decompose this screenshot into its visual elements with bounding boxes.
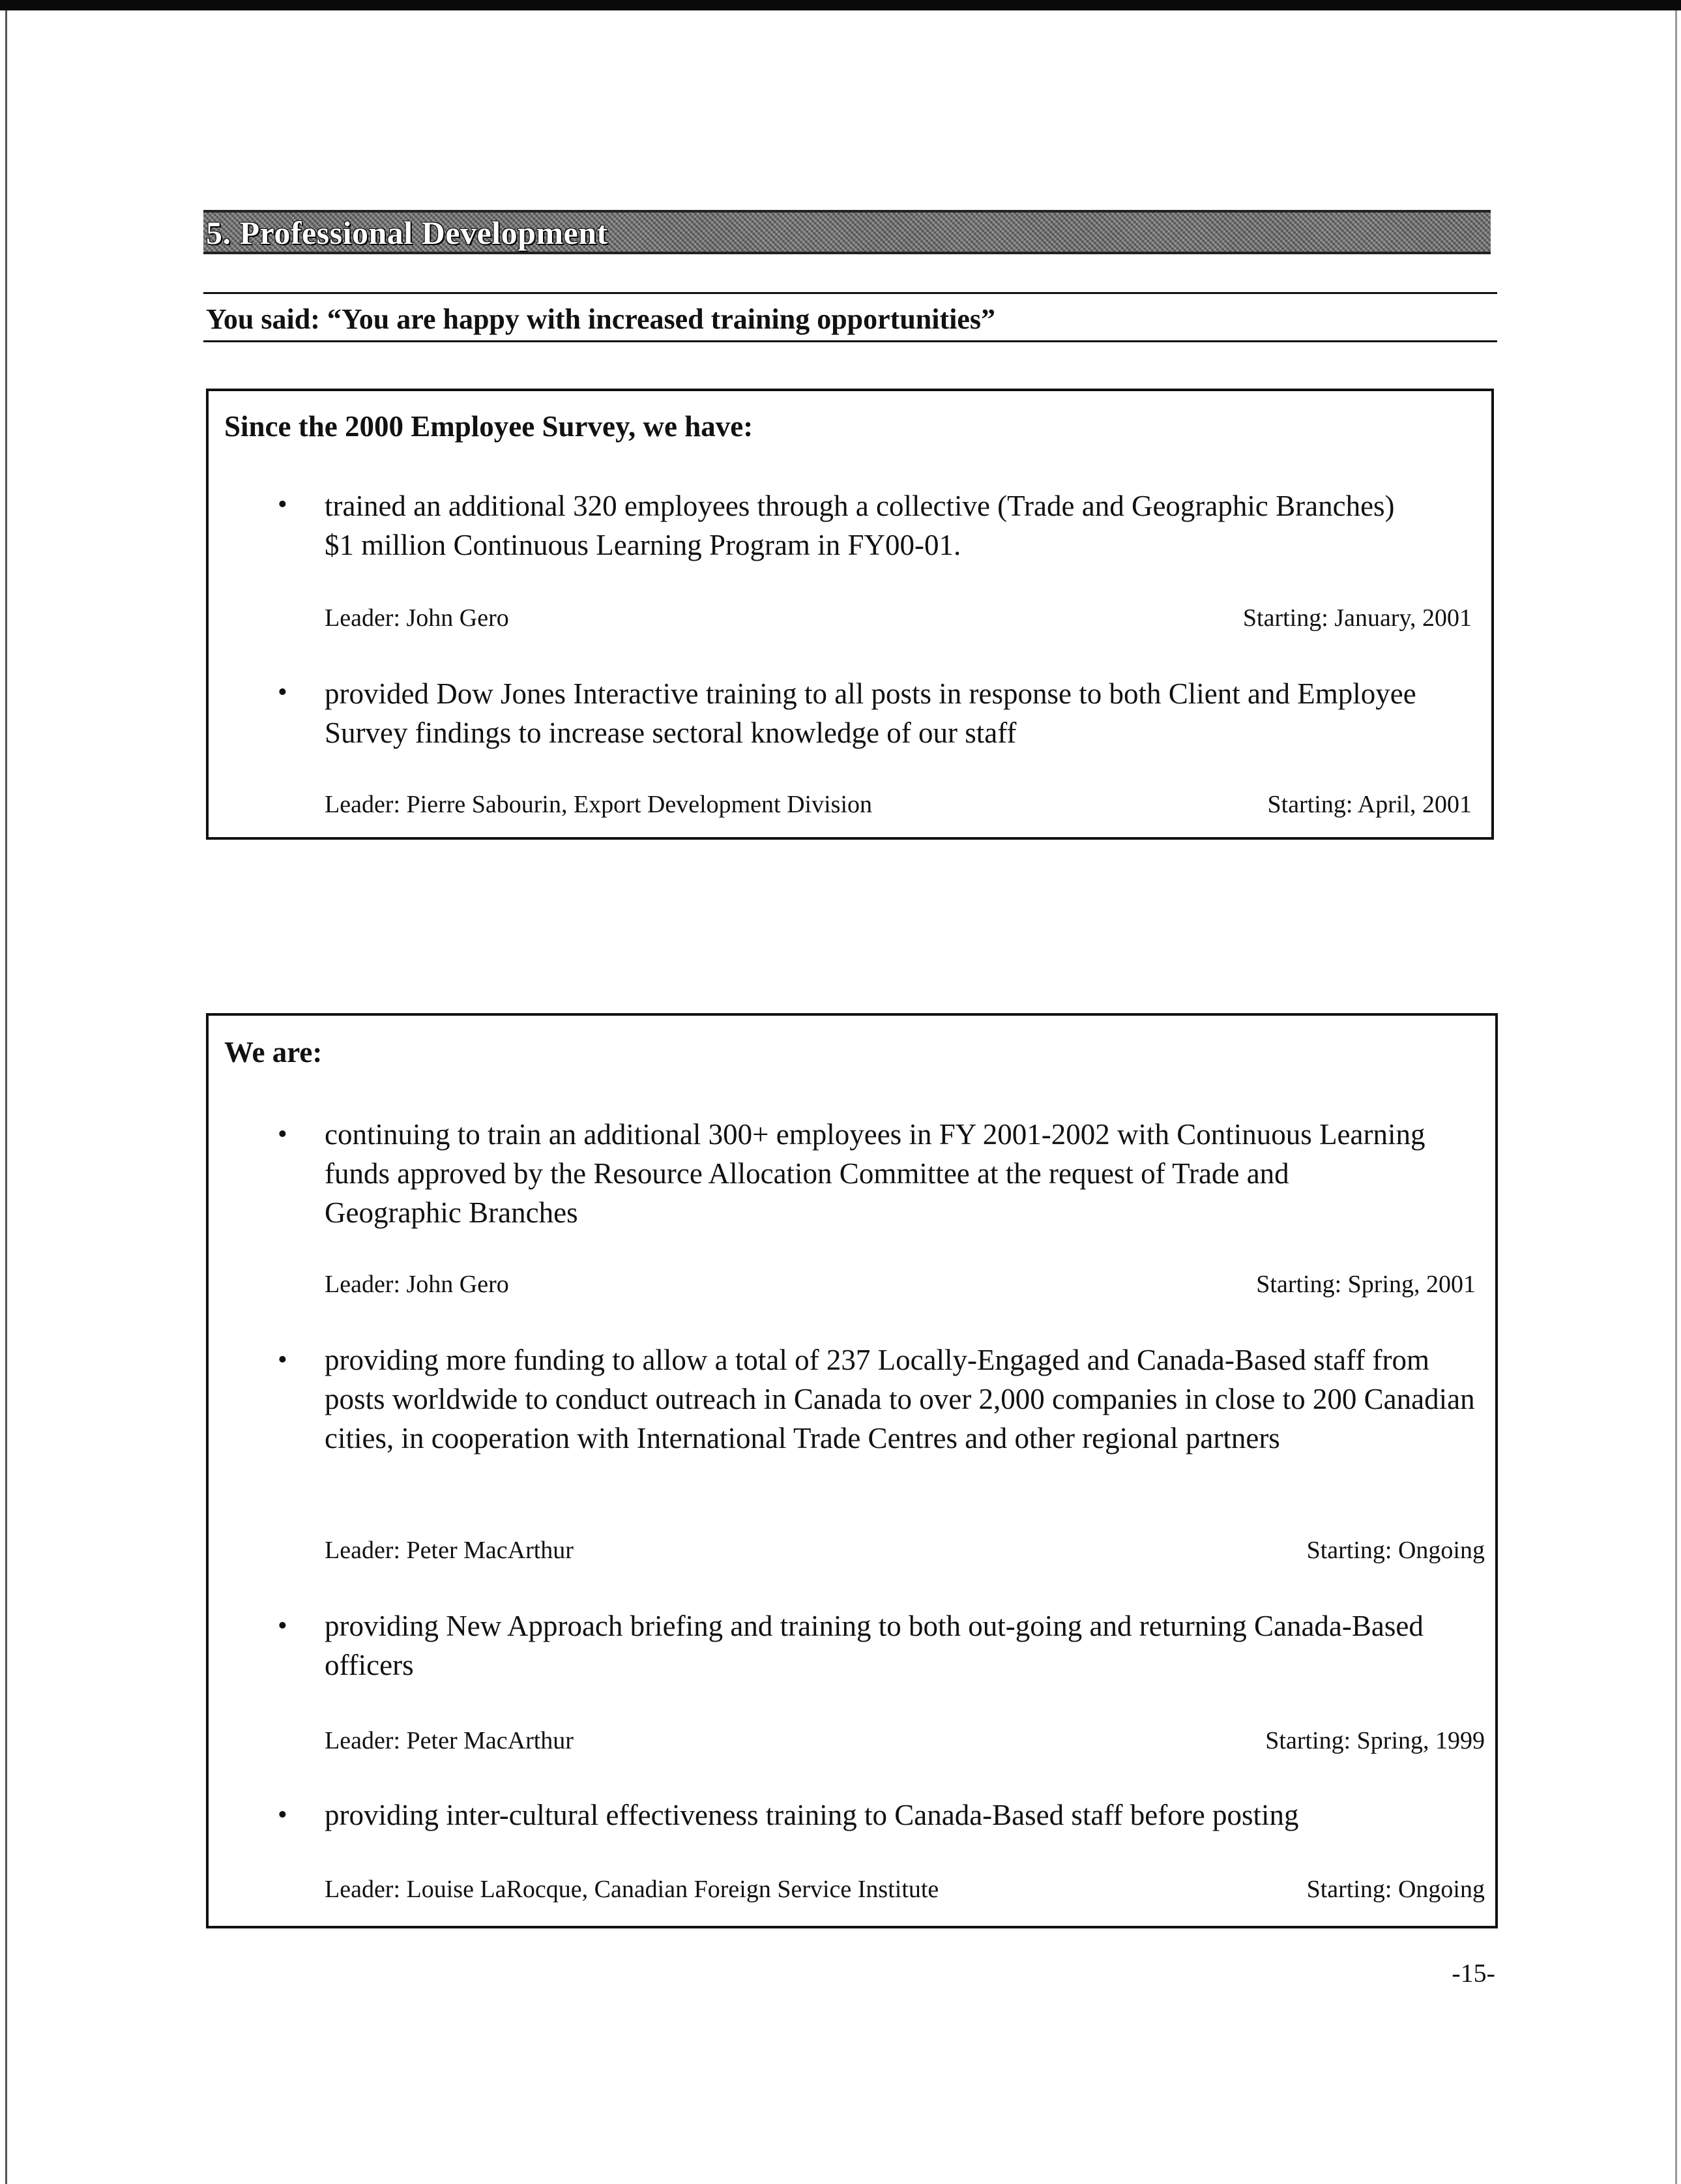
action-item-text: providing New Approach briefing and training to both out-going and returning Canada-Based officers [325,1610,1424,1681]
bullet: • [278,1119,287,1149]
ongoing-actions-box [206,1013,1498,1928]
scan-edge-right [1675,10,1677,2184]
action-item-text: providing inter-cultural effectiveness training to Canada-Based staff before posting [325,1799,1299,1831]
action-starting: Starting: Ongoing [1306,1537,1485,1564]
action-item-text: provided Dow Jones Interactive training to all posts in response to both Client and Employee Survey findings to increase sectoral knowledge of our staff [325,677,1416,749]
action-leader: Leader: John Gero [325,1271,509,1298]
section-title: 5. Professional Development [206,214,608,251]
action-starting: Starting: Spring, 2001 [1256,1271,1476,1298]
you-said-quote: You said: “You are happy with increased training opportunities” [206,303,996,335]
scan-edge-left [5,10,7,2184]
action-leader: Leader: Peter MacArthur [325,1537,574,1564]
action-leader: Leader: John Gero [325,604,509,632]
bullet: • [278,1345,287,1375]
action-leader: Leader: Peter MacArthur [325,1727,574,1754]
action-item-text: trained an additional 320 employees through a collective (Trade and Geographic Branches) $1 million Continuous Learning Program in FY00-01. [325,490,1395,561]
box-heading: We are: [224,1036,323,1069]
action-starting: Starting: April, 2001 [1267,791,1472,818]
action-item-text: providing more funding to allow a total of 237 Locally-Engaged and Canada-Based staff from posts worldwide to conduct outreach in Canada to over 2,000 companies in close to 200 Canadian cities, in cooperation with International Trade Centres and other regional partners [325,1344,1475,1454]
page-number: -15- [1452,1958,1495,1988]
scan-edge-top [0,0,1681,10]
box-heading: Since the 2000 Employee Survey, we have: [224,410,753,443]
rule-top [203,292,1497,294]
action-item-text: continuing to train an additional 300+ employees in FY 2001-2002 with Continuous Learning funds approved by the Resource Allocation Committee at the request of Trade and Geographic Branches [325,1118,1425,1229]
bullet: • [278,1611,287,1641]
bullet: • [278,490,287,520]
rule-bottom [203,340,1497,342]
action-starting: Starting: Spring, 1999 [1265,1727,1485,1754]
bullet: • [278,1800,287,1830]
action-leader: Leader: Pierre Sabourin, Export Development Division [325,791,873,818]
section-banner [203,210,1491,254]
bullet: • [278,677,287,707]
completed-actions-box [206,389,1494,840]
action-starting: Starting: Ongoing [1306,1876,1485,1903]
action-leader: Leader: Louise LaRocque, Canadian Foreign Service Institute [325,1876,939,1903]
action-starting: Starting: January, 2001 [1242,604,1472,632]
